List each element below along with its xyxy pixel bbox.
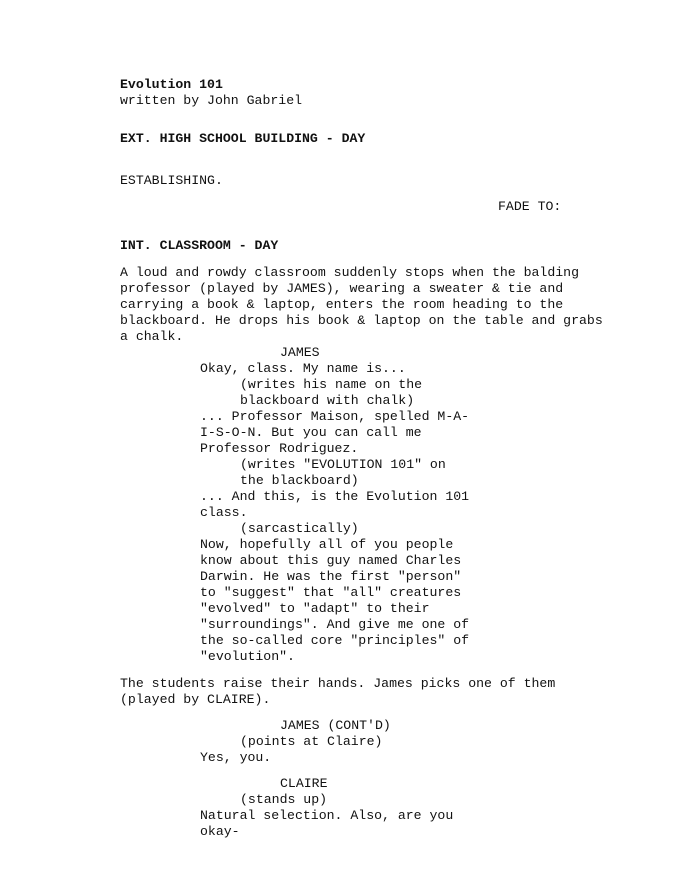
action-line: a chalk. <box>120 329 184 344</box>
script-title: Evolution 101 <box>120 77 223 92</box>
dialogue-line: Professor Rodriguez. <box>200 441 359 456</box>
dialogue-line: "evolved" to "adapt" to their <box>200 601 430 616</box>
character-name: JAMES <box>280 345 320 360</box>
dialogue-line: ... Professor Maison, spelled M-A- <box>200 409 470 424</box>
dialogue-line: "surroundings". And give me one of <box>200 617 470 632</box>
parenthetical: (writes his name on the <box>240 377 423 392</box>
character-name: CLAIRE <box>280 776 328 791</box>
action-line: carrying a book & laptop, enters the room heading to the <box>120 297 564 312</box>
dialogue-line: I-S-O-N. But you can call me <box>200 425 422 440</box>
dialogue-line: ... And this, is the Evolution 101 <box>200 489 470 504</box>
action-line: A loud and rowdy classroom suddenly stops when the balding <box>120 265 579 280</box>
dialogue-line: Now, hopefully all of you people <box>200 537 454 552</box>
action-line: (played by CLAIRE). <box>120 692 271 707</box>
transition: FADE TO: <box>498 199 562 214</box>
dialogue-line: "evolution". <box>200 649 295 664</box>
script-byline: written by John Gabriel <box>120 93 303 108</box>
parenthetical: (stands up) <box>240 792 328 807</box>
dialogue-line: Okay, class. My name is... <box>200 361 406 376</box>
dialogue-line: the so-called core "principles" of <box>200 633 470 648</box>
scene-heading: INT. CLASSROOM - DAY <box>120 238 279 253</box>
dialogue-line: Darwin. He was the first "person" <box>200 569 462 584</box>
dialogue-line: know about this guy named Charles <box>200 553 462 568</box>
action-line: ESTABLISHING. <box>120 173 223 188</box>
parenthetical: (points at Claire) <box>240 734 383 749</box>
action-line: The students raise their hands. James picks one of them <box>120 676 556 691</box>
dialogue-line: Natural selection. Also, are you <box>200 808 454 823</box>
action-line: professor (played by JAMES), wearing a sweater & tie and <box>120 281 564 296</box>
parenthetical: (writes "EVOLUTION 101" on <box>240 457 446 472</box>
parenthetical: the blackboard) <box>240 473 359 488</box>
dialogue-line: class. <box>200 505 248 520</box>
parenthetical: blackboard with chalk) <box>240 393 415 408</box>
parenthetical: (sarcastically) <box>240 521 359 536</box>
character-name: JAMES (CONT'D) <box>280 718 391 733</box>
dialogue-line: Yes, you. <box>200 750 272 765</box>
action-line: blackboard. He drops his book & laptop on the table and grabs <box>120 313 603 328</box>
dialogue-line: to "suggest" that "all" creatures <box>200 585 462 600</box>
dialogue-line: okay- <box>200 824 240 839</box>
scene-heading: EXT. HIGH SCHOOL BUILDING - DAY <box>120 131 366 146</box>
